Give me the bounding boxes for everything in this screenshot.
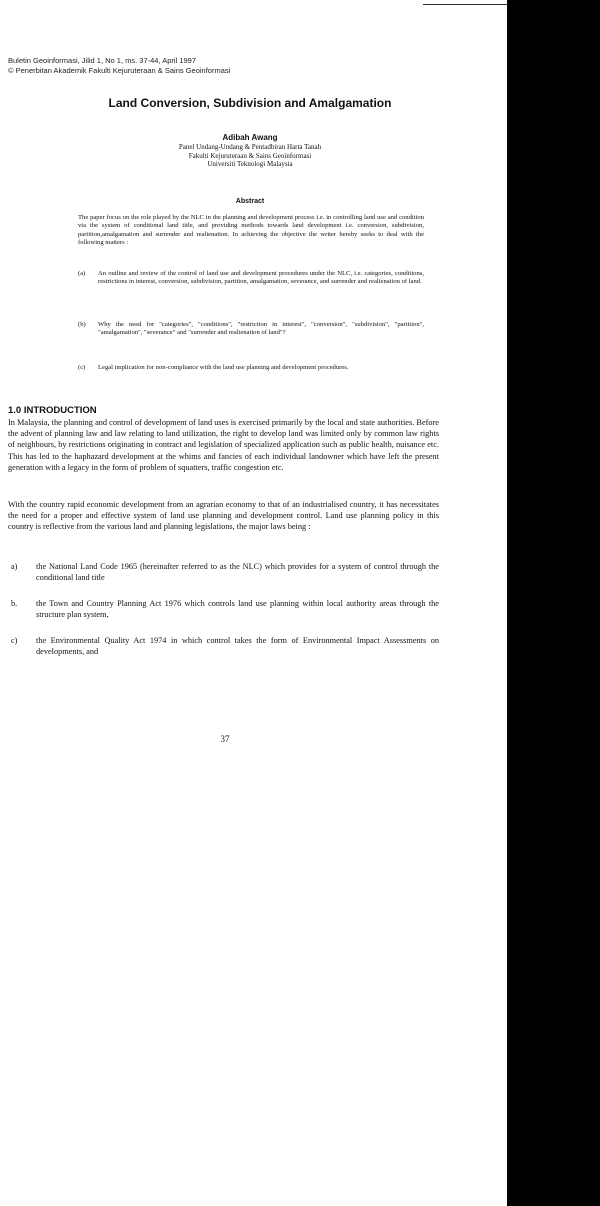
- list-item-label: a): [11, 562, 18, 571]
- list-item-label: c): [11, 636, 18, 645]
- abstract-item-text: An outline and review of the control of land use and development procedures under the NLC, i.e. categories, conditions, restrictions in interest, conversion, subdivision, partition, amalgamation, severance, and surrender and realienation of land.: [98, 270, 424, 286]
- list-item-text: the National Land Code 1965 (hereinafter referred to as the NLC) which provides for a system of control through the conditional land title: [36, 562, 439, 583]
- list-item-label: b.: [11, 599, 18, 608]
- author-affiliation-1: Panel Undang-Undang & Pentadbiran Harta Tanah: [178, 143, 322, 151]
- author-name: Adibah Awang: [222, 133, 278, 142]
- page-number: 37: [220, 734, 230, 744]
- author-block: [120, 133, 380, 169]
- journal-copyright: © Penerbitan Akademik Fakulti Kejuruteraan & Sains Geoinformasi: [8, 66, 231, 75]
- abstract-item-label: (c): [78, 364, 86, 371]
- author-affiliation-3: Universiti Teknologi Malaysia: [207, 160, 293, 168]
- journal-header: [8, 56, 428, 76]
- scan-edge-black-bar: [507, 0, 600, 1206]
- list-item-text: the Town and Country Planning Act 1976 which controls land use planning within local authority areas through the structure plan system,: [36, 599, 439, 620]
- abstract-item-label: (a): [78, 270, 86, 277]
- body-paragraph: With the country rapid economic development from an agrarian economy to that of an industrialised country, it has necessitates the need for a proper and effective system of land use planning and development control. Land use planning policy in this country is reflective from the various land and planning legislations, the major laws being :: [8, 500, 439, 532]
- journal-citation: Buletin Geoinformasi, Jilid 1, No 1, ms. 37-44, April 1997: [8, 56, 197, 65]
- abstract-item-label: (b): [78, 321, 86, 328]
- author-affiliation-2: Fakulti Kejuruteraan & Sains Geoinformasi: [188, 151, 312, 160]
- section-heading: 1.0 INTRODUCTION: [8, 405, 97, 416]
- abstract-item-text: Legal implication for non-compliance with the land use planning and development procedures.: [98, 364, 349, 371]
- abstract-heading: Abstract: [235, 198, 265, 205]
- paper-title: Land Conversion, Subdivision and Amalgamation: [108, 96, 392, 110]
- abstract-item-text: Why the need for "categories", "conditions", "restriction in interest", "conversion", "subdivision", "partition", "amalgamation", "severance" and "surrender and realienation of land"?: [98, 321, 424, 337]
- list-item-text: the Environmental Quality Act 1974 in which control takes the form of Environmental Impact Assessments on developments, and: [36, 636, 439, 657]
- body-paragraph: In Malaysia, the planning and control of development of land uses is exercised primarily by the local and state authorities. Before the advent of planning law and law relating to land utilization, the right to develop land was limited only by common law rights of neighbours, by restrictions originating in contract and legislation of specialized application such as public health, nuisance etc. This has led to the haphazard development at the whims and fancies of each individual landowner which have left the present generation with a legacy in the form of problem of squatters, traffic congestion etc.: [8, 418, 439, 472]
- abstract-intro: The paper focus on the role played by the NLC in the planning and development process i.e. in controlling land use and condition via the system of conditional land title, and providing methods towards land development i.e. conversion, subdivision, partition,amalgamation and surrender and realienation. In achieving the objective the writer hereby seeks to deal with the following matters :: [78, 214, 424, 246]
